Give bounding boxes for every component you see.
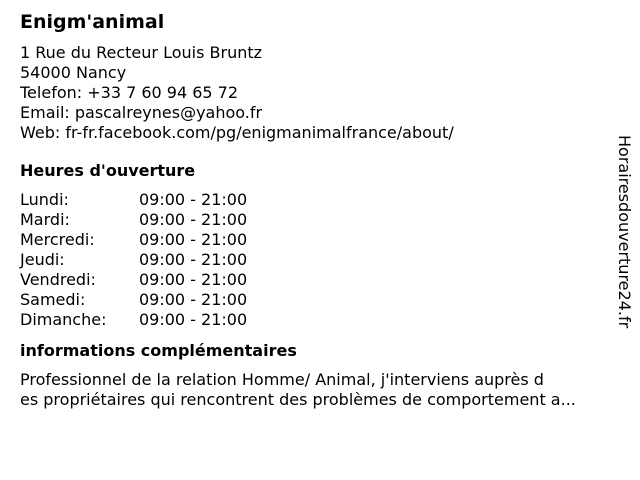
day-hours: 09:00 - 21:00	[139, 190, 248, 209]
day-label: Mardi:	[20, 210, 70, 229]
day-label: Lundi:	[20, 190, 69, 209]
day-label: Mercredi:	[20, 230, 95, 249]
hours-row-saturday	[20, 290, 620, 310]
address-street: 1 Rue du Recteur Louis Bruntz	[20, 43, 263, 62]
info-description	[20, 370, 620, 410]
day-hours: 09:00 - 21:00	[139, 290, 248, 309]
info-line-2: es propriétaires qui rencontrent des problèmes de comportement a...	[20, 390, 576, 409]
site-watermark: Horairesdouverture24.fr	[615, 135, 634, 329]
hours-row-sunday	[20, 310, 620, 330]
email-line: Email: pascalreynes@yahoo.fr	[20, 103, 263, 122]
info-line-1: Professionnel de la relation Homme/ Animal, j'interviens auprès d	[20, 370, 544, 389]
hours-row-monday	[20, 190, 620, 210]
day-label: Samedi:	[20, 290, 86, 309]
day-hours: 09:00 - 21:00	[139, 210, 248, 229]
hours-row-tuesday	[20, 210, 620, 230]
day-hours: 09:00 - 21:00	[139, 230, 248, 249]
business-card	[20, 10, 620, 410]
hours-heading: Heures d'ouverture	[20, 161, 196, 180]
hours-row-thursday	[20, 250, 620, 270]
address-city: 54000 Nancy	[20, 63, 127, 82]
day-hours: 09:00 - 21:00	[139, 310, 248, 329]
hours-row-friday	[20, 270, 620, 290]
business-name: Enigm'animal	[20, 11, 165, 33]
day-label: Vendredi:	[20, 270, 96, 289]
day-label: Jeudi:	[20, 250, 65, 269]
contact-block	[20, 43, 620, 143]
phone-line: Telefon: +33 7 60 94 65 72	[20, 83, 239, 102]
hours-table	[20, 190, 620, 330]
day-hours: 09:00 - 21:00	[139, 250, 248, 269]
info-heading: informations complémentaires	[20, 341, 297, 360]
day-label: Dimanche:	[20, 310, 107, 329]
day-hours: 09:00 - 21:00	[139, 270, 248, 289]
hours-row-wednesday	[20, 230, 620, 250]
web-line: Web: fr-fr.facebook.com/pg/enigmanimalfrance/about/	[20, 123, 454, 142]
